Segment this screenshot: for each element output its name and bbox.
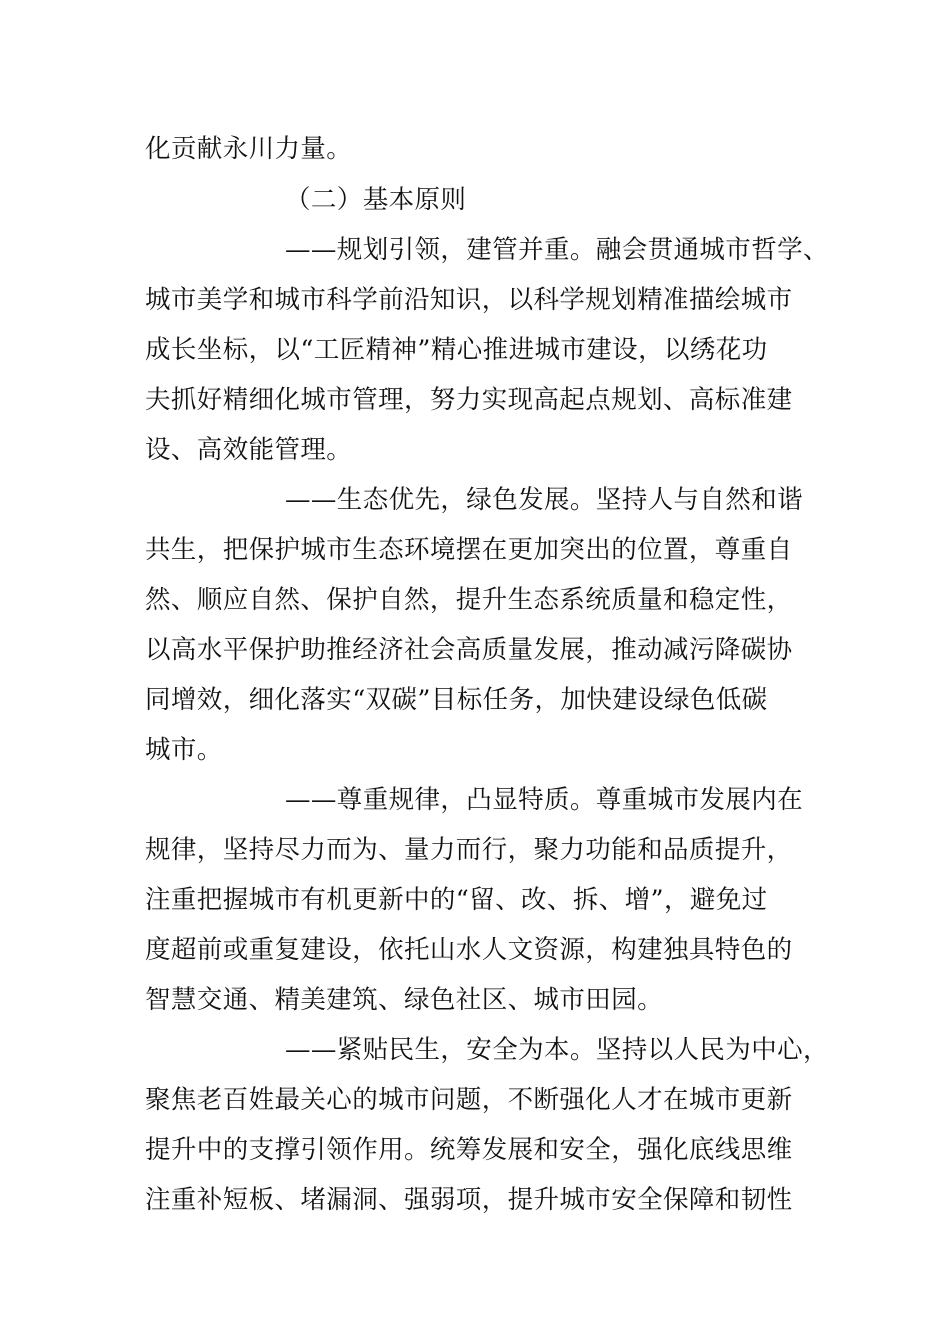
section-heading: （二）基本原则 [285,185,467,215]
text-line-5: 成长坐标，以“工匠精神”精心推进城市建设，以绣花功 [145,335,768,365]
text-line-1: 化贡献永川力量。 [145,134,353,164]
text-line-11: 以高水平保护助推经济社会高质量发展，推动减污降碳协 [145,635,793,665]
text-line-18: 智慧交通、精美建筑、绿色社区、城市田园。 [145,985,664,1015]
text-line-16: 注重把握城市有机更新中的“留、改、拆、增”，避免过 [145,885,768,915]
text-line-9: 共生，把保护城市生态环境摆在更加突出的位置，尊重自 [145,535,793,565]
text-line-10: 然、顺应自然、保护自然，提升生态系统质量和稳定性， [145,585,793,615]
text-line-13: 城市。 [145,735,223,765]
text-line-22: 注重补短板、堵漏洞、强弱项，提升城市安全保障和韧性 [145,1185,793,1215]
text-line-17: 度超前或重复建设，依托山水人文资源，构建独具特色的 [145,935,793,965]
text-line-21: 提升中的支撑引领作用。统筹发展和安全，强化底线思维 [145,1135,793,1165]
text-line-19: ——紧贴民生，安全为本。坚持以人民为中心， [285,1035,829,1065]
text-line-3: ——规划引领，建管并重。融会贯通城市哲学、 [285,235,829,265]
text-line-12: 同增效，细化落实“双碳”目标任务，加快建设绿色低碳 [145,685,768,715]
text-line-4: 城市美学和城市科学前沿知识，以科学规划精准描绘城市 [145,285,793,315]
text-line-8: ——生态优先，绿色发展。坚持人与自然和谐 [285,485,804,515]
text-line-7: 设、高效能管理。 [145,435,353,465]
text-line-20: 聚焦老百姓最关心的城市问题，不断强化人才在城市更新 [145,1085,793,1115]
text-line-6: 夫抓好精细化城市管理，努力实现高起点规划、高标准建 [145,385,793,415]
text-line-15: 规律，坚持尽力而为、量力而行，聚力功能和品质提升， [145,835,793,865]
text-line-14: ——尊重规律，凸显特质。尊重城市发展内在 [285,785,804,815]
